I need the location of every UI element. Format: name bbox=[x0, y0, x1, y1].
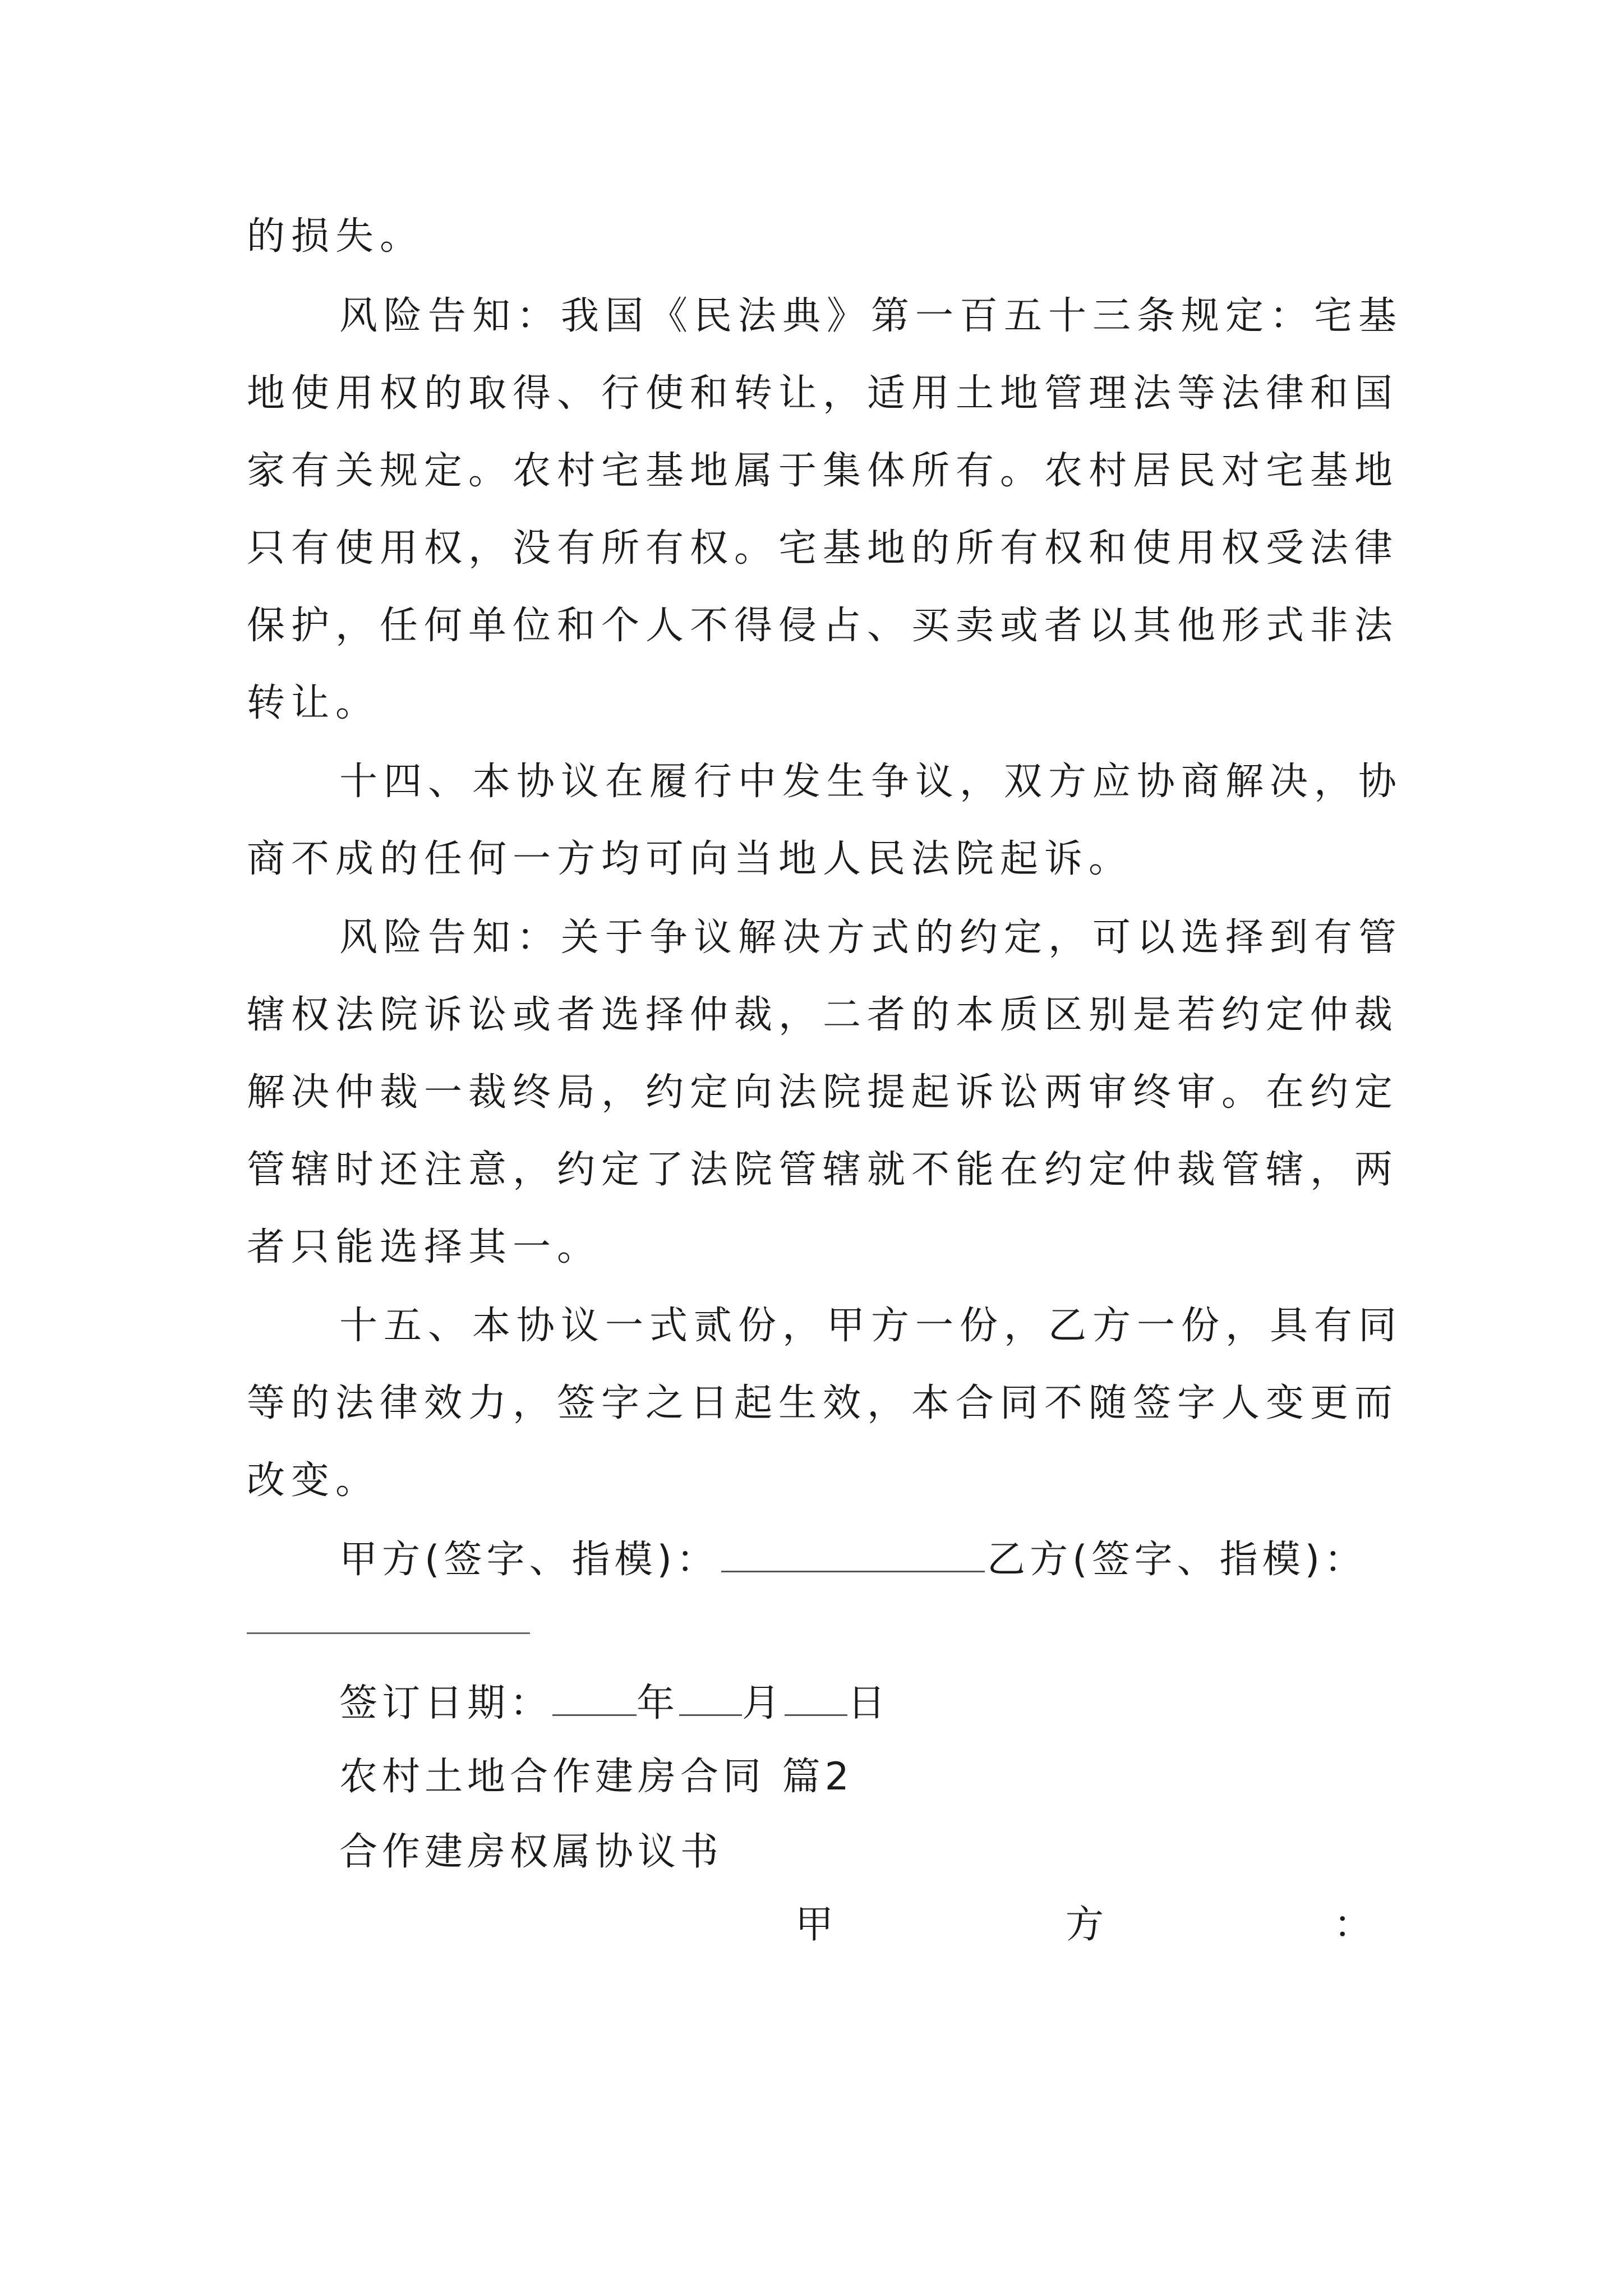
paragraph-line: 的损失。 bbox=[247, 214, 425, 259]
month-field[interactable] bbox=[679, 1683, 742, 1716]
paragraph-line: 者只能选择其一。 bbox=[247, 1225, 602, 1269]
year-label: 年 bbox=[637, 1681, 680, 1726]
paragraph-line: 只有使用权，没有所有权。宅基地的所有权和使用权受法律 bbox=[247, 526, 1399, 570]
paragraph-line: 等的法律效力，签字之日起生效，本合同不随签字人变更而 bbox=[247, 1381, 1399, 1425]
paragraph-line: 改变。 bbox=[247, 1458, 380, 1503]
day-field[interactable] bbox=[785, 1683, 847, 1716]
party-a-heading-char: 方 bbox=[1066, 1903, 1104, 1947]
party-a-heading-colon: ： bbox=[1334, 1903, 1372, 1947]
party-a-signature-label: 甲方(签字、指模)： bbox=[339, 1538, 720, 1582]
paragraph-line: 风险告知：关于争议解决方式的约定，可以选择到有管 bbox=[339, 915, 1403, 960]
agreement-title: 合作建房权属协议书 bbox=[339, 1830, 723, 1874]
signing-date-line bbox=[339, 1681, 1472, 1726]
paragraph-line: 十四、本协议在履行中发生争议，双方应协商解决，协 bbox=[339, 760, 1403, 804]
signature-line bbox=[339, 1538, 1472, 1582]
paragraph-line: 辖权法院诉讼或者选择仲裁，二者的本质区别是若约定仲裁 bbox=[247, 993, 1399, 1037]
signing-date-label: 签订日期： bbox=[339, 1681, 553, 1726]
month-label: 月 bbox=[742, 1681, 785, 1726]
paragraph-line: 商不成的任何一方均可向当地人民法院起诉。 bbox=[247, 837, 1133, 881]
section-title: 农村土地合作建房合同 篇2 bbox=[339, 1755, 854, 1799]
paragraph-line: 家有关规定。农村宅基地属于集体所有。农村居民对宅基地 bbox=[247, 449, 1399, 493]
paragraph-line: 转让。 bbox=[247, 681, 380, 725]
paragraph-line: 保护，任何单位和个人不得侵占、买卖或者以其他形式非法 bbox=[247, 604, 1399, 648]
party-b-signature-field[interactable] bbox=[247, 1632, 530, 1634]
party-a-signature-field[interactable] bbox=[721, 1539, 985, 1572]
year-field[interactable] bbox=[552, 1683, 637, 1716]
day-label: 日 bbox=[847, 1681, 891, 1726]
party-a-heading-char: 甲 bbox=[795, 1903, 834, 1947]
paragraph-line: 地使用权的取得、行使和转让，适用土地管理法等法律和国 bbox=[247, 371, 1399, 416]
paragraph-line: 解决仲裁一裁终局，约定向法院提起诉讼两审终审。在约定 bbox=[247, 1070, 1399, 1115]
paragraph-line: 管辖时还注意，约定了法院管辖就不能在约定仲裁管辖，两 bbox=[247, 1148, 1399, 1192]
party-b-signature-label: 乙方(签字、指模)： bbox=[987, 1538, 1367, 1582]
paragraph-line: 十五、本协议一式贰份，甲方一份，乙方一份，具有同 bbox=[339, 1304, 1403, 1348]
paragraph-line: 风险告知：我国《民法典》第一百五十三条规定：宅基 bbox=[339, 294, 1403, 338]
